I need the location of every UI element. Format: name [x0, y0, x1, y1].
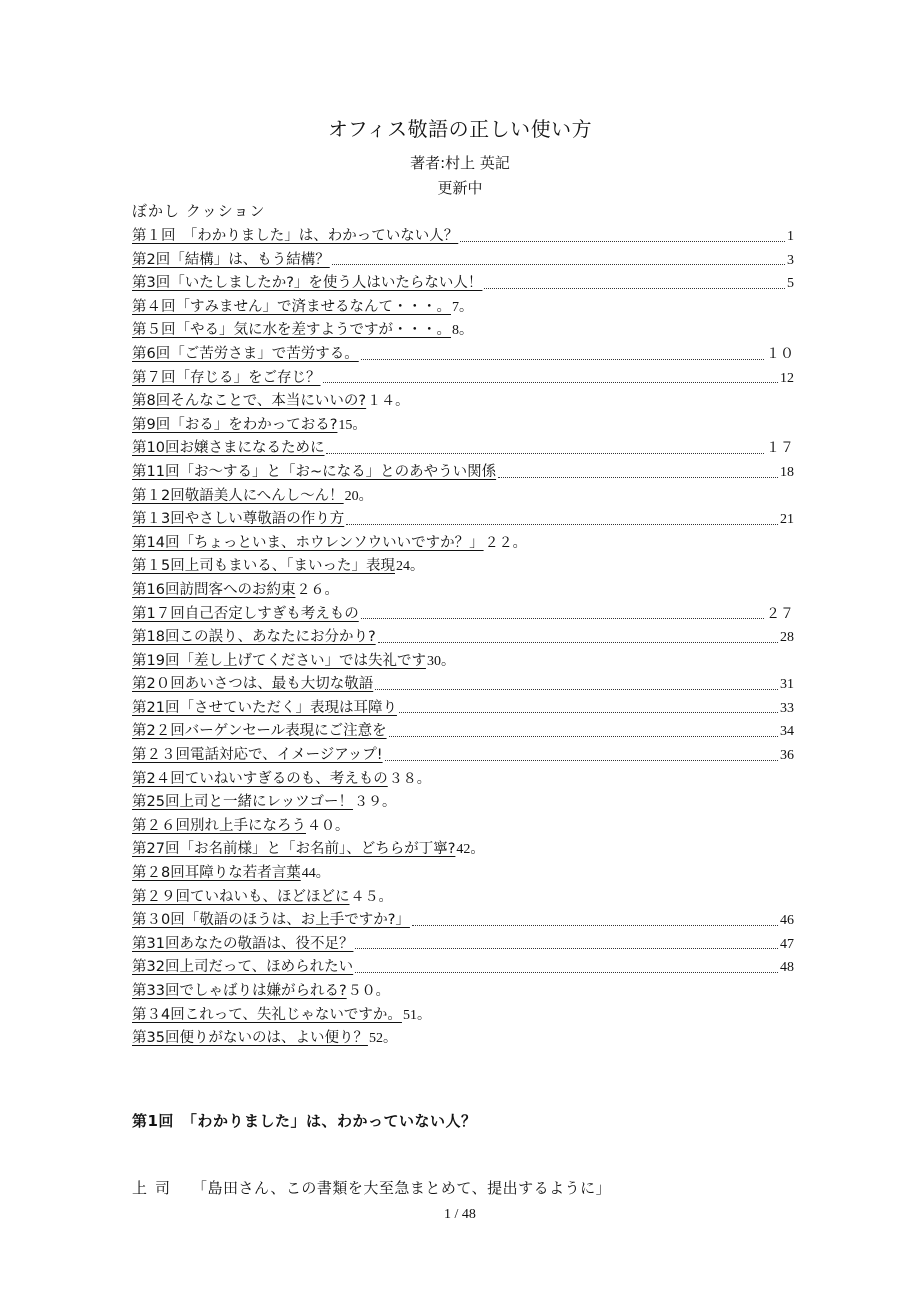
toc-dot-leader — [323, 382, 779, 383]
toc-entry[interactable] — [132, 955, 794, 979]
toc-entry-title[interactable]: 第8回そんなことで、本当にいいの? — [132, 393, 367, 410]
toc-entry[interactable] — [132, 271, 794, 295]
toc-entry-title[interactable]: 第11回「お～する」と「お~になる」とのあやうい関係 — [132, 463, 497, 480]
toc-entry[interactable] — [132, 719, 794, 743]
toc-entry[interactable] — [132, 932, 794, 956]
toc-entry[interactable] — [132, 342, 794, 366]
toc-page-number: 15。 — [338, 417, 367, 433]
toc-entry-title[interactable]: 第18回この誤り、あなたにお分かり? — [132, 629, 376, 646]
toc-entry-title[interactable]: 第32回上司だって、ほめられたい — [132, 959, 354, 976]
toc-dot-leader — [412, 925, 778, 926]
toc-entry-title[interactable]: 第21回「させていただく」表現は耳障り — [132, 699, 397, 716]
table-of-contents — [132, 224, 794, 1050]
toc-entry-title[interactable]: 第3回「いたしましたか?」を使う人はいたらない人！ — [132, 275, 483, 292]
dialog-line — [132, 1177, 611, 1198]
toc-entry[interactable] — [132, 436, 794, 460]
toc-entry-title[interactable]: 第35回便りがないのは、よい便り？ — [132, 1030, 368, 1047]
toc-page-number: ４５。 — [350, 889, 393, 905]
document-title: オフィス敬語の正しい使い方 — [327, 117, 593, 141]
toc-dot-leader — [355, 948, 778, 949]
toc-dot-leader — [484, 288, 785, 289]
toc-entry-title[interactable]: 第７回「存じる」をご存じ？ — [132, 369, 321, 386]
page-indicator: 1 / 48 — [444, 1207, 476, 1222]
toc-entry-title[interactable]: 第14回「ちょっといま、ホウレンソウいいですか？」 — [132, 534, 484, 551]
toc-entry-title[interactable]: 第31回あなたの敬語は、役不足？ — [132, 935, 354, 952]
toc-entry-title[interactable]: 第16回訪問客へのお約束 — [132, 581, 296, 598]
toc-dot-leader — [375, 689, 778, 690]
toc-entry-title[interactable]: 第10回お嬢さまになるために — [132, 440, 325, 457]
toc-entry-title[interactable]: 第19回「差し上げてください」では失礼です — [132, 652, 426, 669]
toc-entry[interactable] — [132, 413, 794, 437]
toc-entry[interactable] — [132, 672, 794, 696]
toc-entry[interactable] — [132, 1003, 794, 1027]
toc-entry[interactable] — [132, 578, 794, 602]
toc-entry[interactable] — [132, 460, 794, 484]
toc-page-number: 31 — [780, 677, 794, 693]
toc-entry[interactable] — [132, 366, 794, 390]
toc-page-number: １４。 — [367, 394, 410, 410]
toc-entry[interactable] — [132, 625, 794, 649]
toc-entry[interactable] — [132, 696, 794, 720]
toc-page-number: ５０。 — [347, 984, 390, 999]
toc-dot-leader — [498, 477, 778, 478]
toc-page-number: 33 — [780, 700, 794, 716]
toc-entry[interactable] — [132, 318, 794, 342]
dialog-text: 「島田さん、この書類を大至急まとめて、提出するように」 — [192, 1179, 612, 1197]
toc-dot-leader — [361, 618, 764, 619]
toc-page-number: ４０。 — [307, 818, 349, 834]
dialog-speaker: 上司 — [132, 1179, 179, 1197]
toc-page-number: ２６。 — [296, 582, 339, 598]
toc-entry[interactable] — [132, 531, 794, 555]
section-label: ぼかし クッション — [132, 202, 266, 220]
toc-page-number: 5 — [787, 276, 794, 292]
toc-entry[interactable] — [132, 814, 794, 838]
toc-page-number: 30。 — [426, 653, 455, 669]
toc-entry[interactable] — [132, 908, 794, 932]
toc-entry-title[interactable]: 第２６回別れ上手になろう — [132, 817, 306, 834]
toc-dot-leader — [399, 712, 778, 713]
toc-entry-title[interactable]: 第１5回上司もまいる、「まいった」表現 — [132, 558, 395, 575]
toc-entry[interactable] — [132, 248, 794, 272]
toc-dot-leader — [326, 453, 764, 454]
toc-page-number: ２７ — [766, 606, 794, 622]
status-text: 更新中 — [437, 179, 483, 197]
author-line: 著者:村上 英記 — [410, 154, 510, 172]
toc-entry-title[interactable]: 第25回上司と一緒にレッツゴー！ — [132, 794, 354, 811]
toc-entry[interactable] — [132, 295, 794, 319]
toc-page-number: 28 — [780, 630, 794, 646]
toc-page-number: 12 — [780, 370, 794, 386]
toc-entry-title[interactable]: 第１回 「わかりました」は、わかっていない人？ — [132, 228, 459, 244]
toc-page-number: 36 — [780, 748, 794, 764]
toc-entry[interactable] — [132, 979, 794, 1003]
toc-page-number: 8。 — [452, 323, 473, 339]
toc-entry-title[interactable]: 第27回「お名前様」と「お名前」、どちらが丁寧? — [132, 841, 456, 858]
toc-entry-title[interactable]: 第9回「おる」をわかっておる? — [132, 416, 338, 433]
toc-entry-title[interactable]: 第４回「すみません」で済ませるなんて・・・。 — [132, 298, 451, 315]
toc-page-number: 18 — [780, 464, 794, 480]
chapter-heading: 第1回 「わかりました」は、わかっていない人？ — [132, 1112, 477, 1130]
toc-entry[interactable] — [132, 885, 794, 909]
toc-page-number: 3 — [787, 252, 794, 268]
toc-entry[interactable] — [132, 554, 794, 578]
toc-entry-title[interactable]: 第2２回バーゲンセール表現にご注意を — [132, 723, 387, 740]
toc-entry[interactable] — [132, 649, 794, 673]
toc-entry-title[interactable]: 第1７回自己否定しすぎも考えもの — [132, 605, 359, 622]
toc-dot-leader — [361, 359, 764, 360]
toc-entry-title[interactable]: 第２8回耳障りな若者言葉 — [132, 865, 301, 882]
toc-dot-leader — [346, 524, 778, 525]
toc-entry-title[interactable]: 第33回でしゃばりは嫌がられる? — [132, 983, 347, 999]
toc-page-number: 52。 — [368, 1031, 397, 1047]
toc-entry-title[interactable]: 第２９回ていねいも、ほどほどに — [132, 888, 350, 905]
toc-entry[interactable] — [132, 1026, 794, 1050]
toc-page-number: 48 — [780, 960, 794, 976]
toc-page-number: 1 — [787, 229, 794, 244]
toc-entry[interactable] — [132, 484, 794, 508]
toc-page-number: 51。 — [402, 1007, 431, 1023]
toc-page-number: ３９。 — [354, 795, 397, 811]
toc-page-number: 34 — [780, 724, 794, 740]
toc-page-number: 46 — [780, 913, 794, 929]
toc-dot-leader — [355, 972, 778, 973]
toc-entry[interactable] — [132, 602, 794, 626]
toc-page-number: 24。 — [395, 559, 424, 575]
toc-entry[interactable] — [132, 224, 794, 248]
toc-entry-title[interactable]: 第6回「ご苦労さま」で苦労する。 — [132, 345, 359, 362]
toc-page-number: 44。 — [301, 866, 330, 882]
toc-page-number: １７ — [766, 441, 794, 457]
toc-page-number: ２２。 — [484, 535, 527, 551]
toc-entry[interactable] — [132, 837, 794, 861]
toc-entry-title[interactable]: 第１3回やさしい尊敬語の作り方 — [132, 511, 345, 528]
toc-page-number: 7。 — [452, 299, 473, 315]
toc-entry[interactable] — [132, 389, 794, 413]
toc-entry-title[interactable]: 第2４回ていねいすぎるのも、考えもの — [132, 770, 388, 787]
toc-page-number: 21 — [780, 512, 794, 528]
toc-entry-title[interactable]: 第１2回敬語美人にへんし～ん！ — [132, 487, 344, 504]
toc-page-number: 42。 — [456, 842, 485, 858]
toc-entry-title[interactable]: 第３0回「敬語のほうは、お上手ですか?」 — [132, 912, 410, 929]
toc-dot-leader — [460, 241, 785, 242]
toc-dot-leader — [332, 264, 785, 265]
toc-entry[interactable] — [132, 767, 794, 791]
toc-entry-title[interactable]: 第2回「結構」は、もう結構？ — [132, 251, 330, 268]
toc-entry[interactable] — [132, 507, 794, 531]
toc-entry[interactable] — [132, 790, 794, 814]
toc-entry-title[interactable]: 第２３回電話対応で、イメージアップ! — [132, 747, 383, 764]
toc-entry-title[interactable]: 第５回「やる」気に水を差すようですが・・・。 — [132, 322, 451, 339]
toc-dot-leader — [385, 760, 778, 761]
toc-dot-leader — [389, 736, 778, 737]
toc-page-number: １０ — [766, 346, 794, 362]
toc-entry-title[interactable]: 第３4回これって、失礼じゃないですか。 — [132, 1006, 402, 1023]
toc-entry[interactable] — [132, 743, 794, 767]
toc-page-number: 47 — [780, 936, 794, 952]
toc-page-number: ３８。 — [388, 771, 431, 787]
toc-entry-title[interactable]: 第2０回あいさつは、最も大切な敬語 — [132, 676, 374, 693]
toc-entry[interactable] — [132, 861, 794, 885]
toc-page-number: 20。 — [344, 488, 373, 504]
toc-dot-leader — [378, 642, 778, 643]
